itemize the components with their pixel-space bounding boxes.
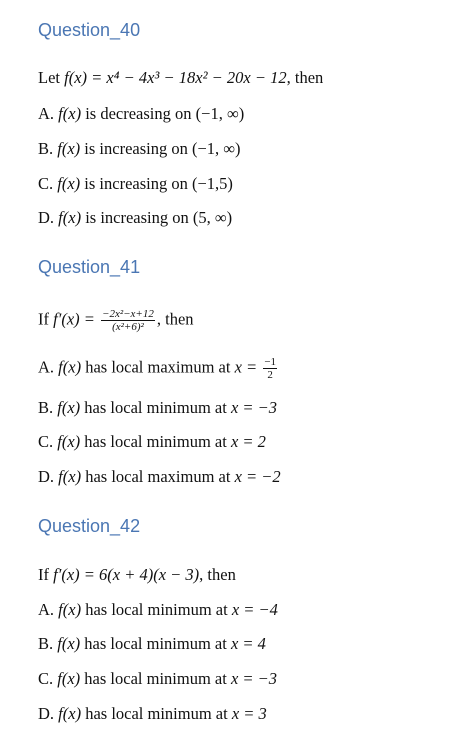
question-40-option-a[interactable] (38, 104, 244, 124)
option-fx: f(x) (58, 467, 82, 486)
option-text: has local minimum at (80, 669, 231, 688)
question-40-title: Question_40 (38, 20, 141, 40)
option-letter: B. (38, 634, 58, 653)
question-42-option-d[interactable] (38, 704, 267, 724)
option-math: (−1, ∞) (195, 104, 245, 123)
option-letter: C. (38, 174, 58, 193)
question-41-title: Question_41 (38, 257, 141, 277)
option-math: (−1,5) (191, 174, 233, 193)
option-text: has local minimum at (81, 704, 232, 723)
stem-suffix: , then (199, 565, 236, 584)
option-text: has local minimum at (81, 600, 232, 619)
question-41-stem (38, 308, 194, 333)
option-letter: A. (38, 104, 59, 123)
option-text: is increasing on (80, 139, 192, 158)
option-fx: f(x) (57, 634, 81, 653)
option-letter: D. (38, 208, 59, 227)
option-fx: f(x) (58, 104, 82, 123)
question-42-stem (38, 565, 236, 585)
stem-suffix: , then (286, 68, 324, 87)
option-text: has local minimum at (80, 634, 231, 653)
option-math: x = 4 (230, 634, 266, 653)
option-letter: B. (38, 398, 58, 417)
stem-prefix: If (38, 309, 54, 329)
option-text: has local minimum at (80, 432, 231, 451)
option-fx: f(x) (57, 139, 81, 158)
option-text: has local minimum at (80, 398, 231, 417)
stem-math: f′(x) = 6(x + 4)(x − 3) (53, 565, 200, 584)
option-math: x = −3 (230, 398, 278, 417)
option-math: (−1, ∞) (191, 139, 241, 158)
option-letter: C. (38, 669, 58, 688)
question-41-option-c[interactable] (38, 432, 266, 452)
option-text: is decreasing on (81, 104, 196, 123)
option-math: x = −3 (230, 669, 278, 688)
fraction-denominator: 2 (267, 369, 273, 381)
option-fx: f(x) (57, 398, 81, 417)
question-41-option-d[interactable] (38, 467, 281, 487)
stem-math: f(x) = x⁴ − 4x³ − 18x² − 20x − 12 (64, 68, 287, 87)
option-fx: f(x) (58, 600, 82, 619)
option-math: x = 3 (231, 704, 267, 723)
question-41-option-a[interactable] (38, 356, 279, 381)
option-fx: f(x) (57, 669, 81, 688)
stem-suffix: , then (156, 309, 194, 329)
stem-fraction (101, 308, 155, 333)
option-letter: A. (38, 600, 59, 619)
option-math: x = 2 (230, 432, 266, 451)
option-fx: f(x) (58, 704, 82, 723)
question-42-title: Question_42 (38, 516, 141, 536)
question-40-stem (38, 68, 323, 88)
option-math: (5, ∞) (192, 208, 233, 227)
question-41-option-b[interactable] (38, 398, 277, 418)
option-text: has local maximum at (81, 357, 235, 377)
option-fx: f(x) (58, 357, 82, 377)
option-fx: f(x) (57, 174, 81, 193)
option-text: is increasing on (81, 208, 193, 227)
fraction-numerator: −2x²−x+12 (102, 308, 154, 320)
option-letter: D. (38, 704, 59, 723)
option-fx: f(x) (58, 208, 82, 227)
question-40-option-d[interactable] (38, 208, 232, 228)
option-math: x = −2 (234, 467, 281, 486)
question-40-option-c[interactable] (38, 174, 233, 194)
question-42-option-b[interactable] (38, 634, 266, 654)
option-letter: C. (38, 432, 58, 451)
option-fraction (263, 356, 277, 381)
stem-prefix: If (38, 565, 54, 584)
option-text: is increasing on (80, 174, 192, 193)
option-letter: B. (38, 139, 58, 158)
option-letter: D. (38, 467, 59, 486)
option-letter: A. (38, 357, 59, 377)
fraction-numerator: −1 (264, 356, 277, 368)
question-42-option-c[interactable] (38, 669, 277, 689)
option-math: x = (234, 357, 262, 377)
option-text: has local maximum at (81, 467, 235, 486)
question-40-option-b[interactable] (38, 139, 241, 159)
option-fx: f(x) (57, 432, 81, 451)
stem-math: f′(x) = (53, 309, 100, 329)
fraction-denominator: (x²+6)² (112, 321, 144, 333)
question-42-option-a[interactable] (38, 600, 278, 620)
stem-prefix: Let (38, 68, 65, 87)
option-math: x = −4 (231, 600, 278, 619)
